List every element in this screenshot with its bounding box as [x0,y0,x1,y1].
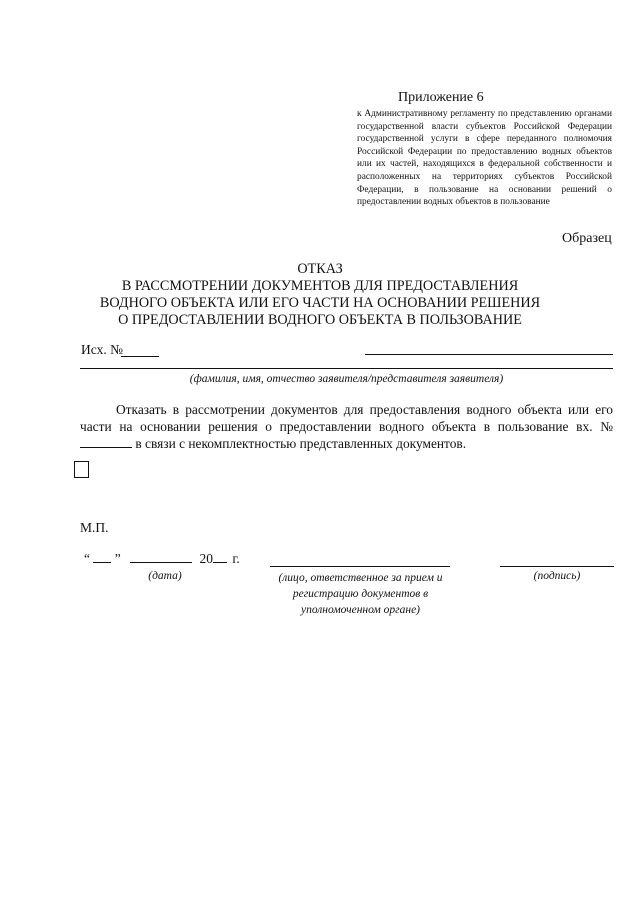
incoming-number-field[interactable] [80,437,132,448]
day-field[interactable] [93,550,111,563]
addressee-field[interactable] [365,354,613,355]
year-suffix: г. [232,551,240,566]
appendix-title: Приложение 6 [398,90,484,105]
reference-number-label: Исх. № [81,342,123,357]
date-close-quote: ” [114,551,121,566]
refusal-text-part-1: Отказать в рассмотрении документов для предоставления водного объекта или его части на основании решения о предоставлении водного объекта в пользование вх. № [80,402,613,434]
sample-label: Образец [562,231,612,246]
reference-number-field[interactable] [121,356,159,357]
document-title [70,261,570,329]
title-line-4: О ПРЕДОСТАВЛЕНИИ ВОДНОГО ОБЪЕКТА В ПОЛЬЗОВАНИЕ [118,312,522,328]
signature-field[interactable] [500,566,614,567]
responsible-person-field[interactable] [270,566,450,567]
date-row [84,550,240,567]
month-field[interactable] [130,550,192,563]
incomplete-documents-checkbox[interactable] [74,461,89,478]
applicant-name-field[interactable] [80,368,613,369]
year-prefix: 20 [199,551,213,566]
signature-caption: (подпись) [533,570,581,582]
date-caption: (дата) [148,570,182,582]
title-line-1: ОТКАЗ [297,261,343,277]
appendix-description: к Административному регламенту по представлению органами государственной власти субъектов Российской Федерации государственной услуги в сфере переданного полномочия Российской Федерации по предоставлению водных объектов или их частей, находящихся в федеральной собственности и расположенных на территориях субъектов Российской Федерации, в пользование на основании решений о предоставлении водных объектов в пользование [357,109,612,208]
title-line-3: ВОДНОГО ОБЪЕКТА ИЛИ ЕГО ЧАСТИ НА ОСНОВАНИИ РЕШЕНИЯ [99,295,541,311]
year-field[interactable] [213,550,227,563]
date-open-quote: “ [84,551,90,566]
refusal-text [80,401,613,452]
applicant-caption: (фамилия, имя, отчество заявителя/представителя заявителя) [189,373,504,385]
stamp-place-label: М.П. [80,520,109,535]
refusal-text-part-2: в связи с некомплектностью представленных документов. [135,436,467,451]
title-line-2: В РАССМОТРЕНИИ ДОКУМЕНТОВ ДЛЯ ПРЕДОСТАВЛЕНИЯ [121,278,519,294]
responsible-person-caption: (лицо, ответственное за прием и регистрацию документов в уполномоченном органе) [278,572,443,616]
